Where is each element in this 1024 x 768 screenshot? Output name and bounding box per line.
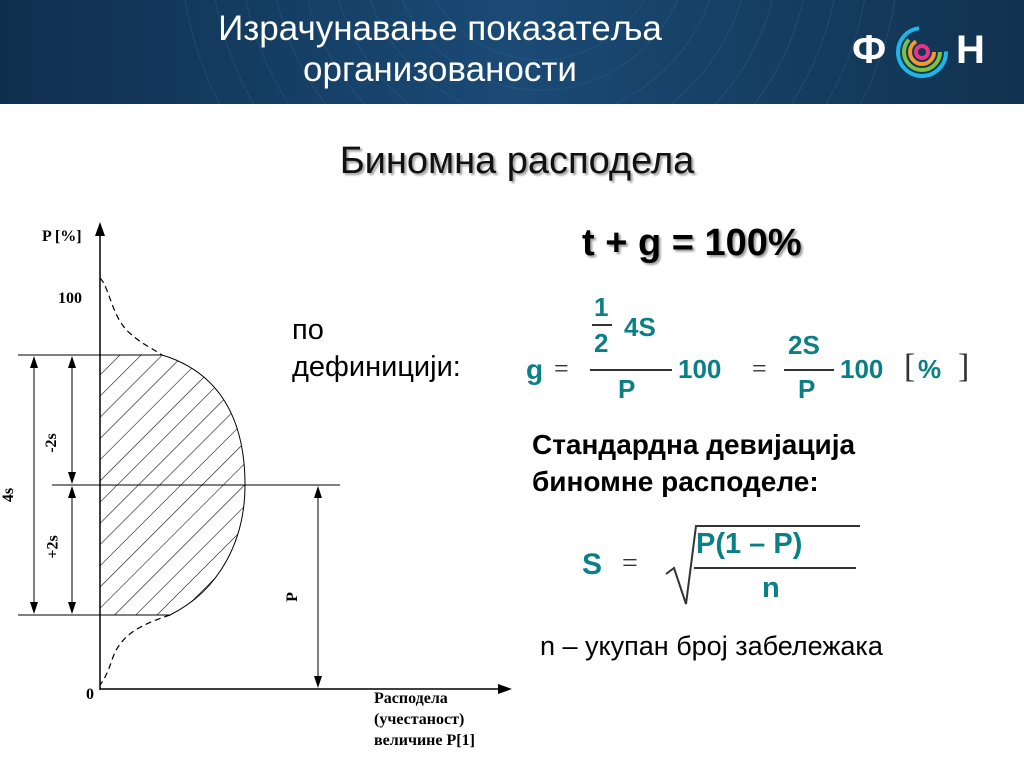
slide-title: Биномна расподела: [339, 140, 695, 182]
std-dev-label-line2: биномне расподеле:: [532, 466, 819, 497]
main-equation: t + g = 100%: [582, 222, 802, 264]
formula-g-bracket-close: ]: [958, 348, 970, 385]
formula-g-eq1: =: [554, 354, 569, 383]
label-plus2s: +2s: [44, 535, 62, 559]
fon-logo: [852, 24, 992, 80]
header-title-line1: Израчунавање показатеља: [218, 9, 662, 48]
curve-bottom-dashed: [100, 615, 170, 685]
x-axis-label-line3: величине P[1]: [374, 732, 475, 749]
formula-g-lhs: g: [526, 354, 544, 385]
formula-g-percent: %: [918, 354, 942, 384]
formula-s: [580, 522, 880, 612]
formula-g-eq2: =: [752, 354, 767, 383]
formula-g-hundred2: 100: [840, 354, 884, 384]
logo-letter-f: Ф: [852, 28, 887, 72]
header-title: [100, 8, 780, 90]
std-dev-label-line1: Стандардна девијација: [532, 429, 856, 460]
formula-g-frac2-bar: [784, 369, 834, 371]
formula-g-hundred: 100: [678, 354, 722, 384]
label-minus2s: -2s: [42, 433, 60, 453]
label-4s: 4s: [0, 487, 18, 503]
std-dev-label: [532, 426, 855, 500]
formula-s-eq: =: [622, 548, 638, 579]
definition-label-line2: дефиницији:: [292, 351, 461, 383]
header-bar: [0, 0, 1024, 104]
definition-label-line1: по: [292, 314, 324, 346]
label-p: P: [283, 592, 301, 602]
formula-g-half-num: 1: [594, 292, 609, 322]
formula-g-two-s: 2S: [788, 330, 820, 360]
n-note: n – укупан број забележака: [540, 631, 883, 661]
curve-top-dashed: [100, 278, 162, 355]
x-axis-arrow: [498, 684, 512, 694]
y-axis-label: P [%]: [42, 228, 82, 245]
formula-s-denominator: n: [762, 572, 780, 604]
x-axis-label-line2: (учестаност): [374, 711, 465, 728]
origin-label: 0: [86, 686, 94, 703]
formula-s-numerator: P(1 – P): [696, 528, 803, 560]
formula-g-bracket-open: [: [904, 348, 916, 385]
formula-g-den-p: P: [618, 374, 636, 404]
formula-g-frac1-bar: [590, 369, 672, 371]
x-axis-label-line1: Расподела: [374, 690, 448, 707]
formula-g-half-bar: [592, 324, 612, 326]
formula-g-den-p2: P: [798, 374, 816, 404]
formula-g-half-den: 2: [594, 328, 609, 358]
logo-rings-icon: [894, 24, 950, 80]
y-tick-100: 100: [58, 290, 82, 307]
x-axis-label: [374, 688, 475, 751]
formula-g: [520, 290, 990, 420]
formula-g-four-s: 4S: [624, 312, 656, 342]
formula-s-lhs: S: [582, 548, 603, 581]
header-title-line2: организованости: [303, 50, 577, 89]
y-axis-arrow: [95, 222, 105, 236]
logo-letter-n: Н: [956, 28, 985, 72]
